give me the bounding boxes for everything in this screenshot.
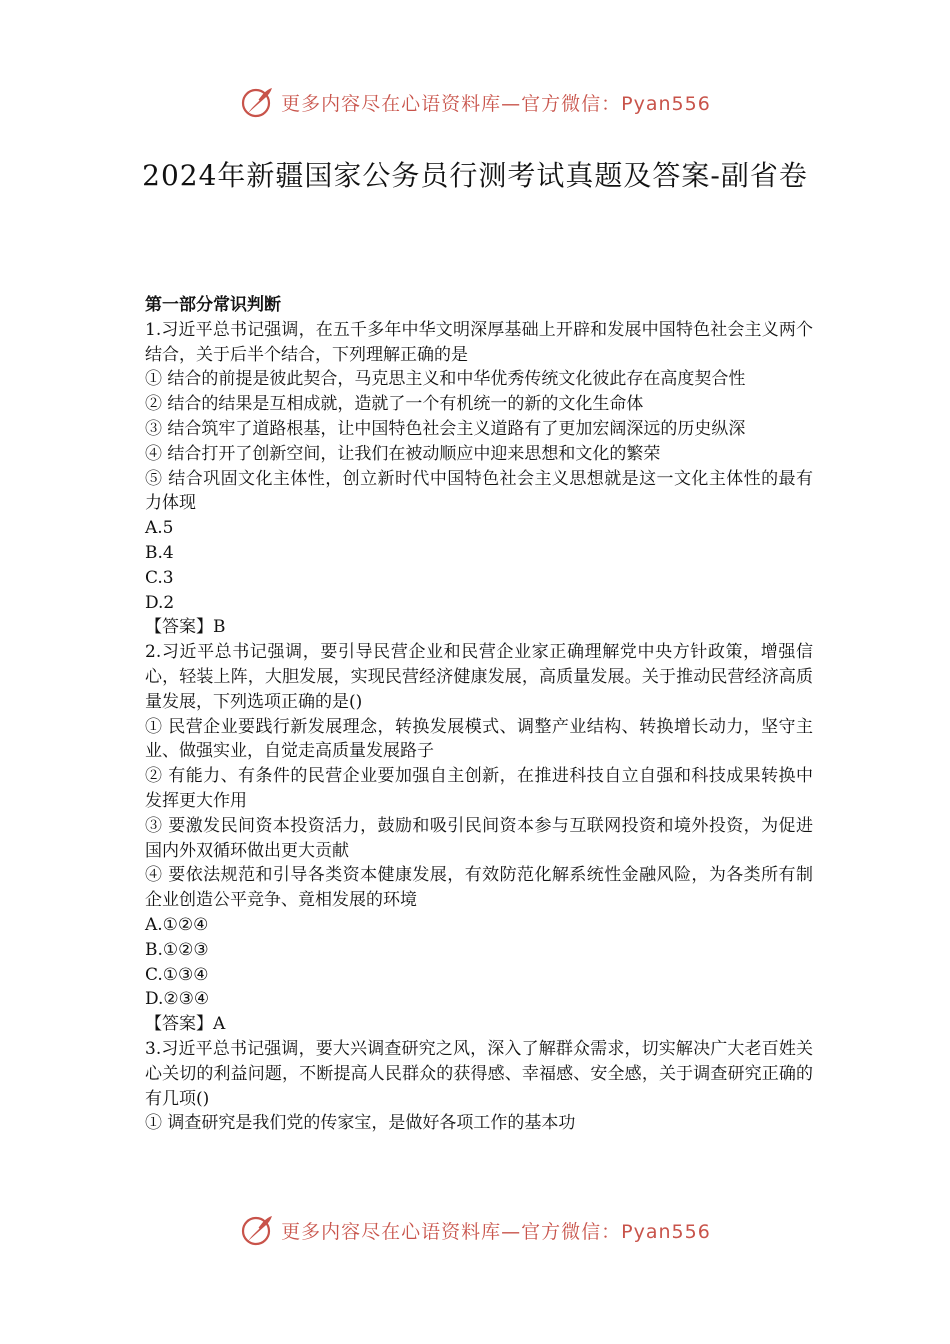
question-stem: 2.习近平总书记强调，要引导民营企业和民营企业家正确理解党中央方针政策，增强信心，轻装上阵，大胆发展，实现民营经济健康发展，高质量发展。关于推动民营经济高质量发展，下列选项正确的是() [145,642,813,712]
answer-option: C.①③④ [145,964,209,985]
answer-option: A.5 [145,518,174,539]
answer-option: B.①②③ [145,939,209,960]
answer-option: D.②③④ [145,989,210,1010]
question-statement: ③ 要激发民间资本投资活力，鼓励和吸引民间资本参与互联网投资和境外投资，为促进国内外双循环做出更大贡献 [145,815,813,861]
question-statement: ④ 要依法规范和引导各类资本健康发展，有效防范化解系统性金融风险，为各类所有制企业创造公平竞争、竟相发展的环境 [145,865,813,911]
document-title: 2024年新疆国家公务员行测考试真题及答案-副省卷 [142,159,808,192]
question-statement: ② 结合的结果是互相成就，造就了一个有机统一的新的文化生命体 [145,394,644,415]
question-statement: ④ 结合打开了创新空间，让我们在被动顺应中迎来思想和文化的繁荣 [145,443,661,464]
question-statement: ③ 结合筑牢了道路根基，让中国特色社会主义道路有了更加宏阔深远的历史纵深 [145,418,746,439]
answer-option: A.①②④ [145,914,209,935]
document-body [145,293,813,1136]
header-banner [0,80,950,124]
question-statement: ⑤ 结合巩固文化主体性，创立新时代中国特色社会主义思想就是这一文化主体性的最有力体现 [145,468,813,514]
answer-option: D.2 [145,592,175,613]
answer-key: 【答案】A [145,1014,226,1035]
banner-text: 更多内容尽在心语资料库—官方微信：Pyan556 [281,92,711,115]
question-stem: 3.习近平总书记强调，要大兴调查研究之风，深入了解群众需求，切实解决广大老百姓关心关切的利益问题，不断提高人民群众的获得感、幸福感、安全感，关于调查研究正确的有几项() [145,1038,813,1109]
answer-key: 【答案】B [145,617,226,638]
footer-banner [0,1208,950,1252]
answer-option: C.3 [145,567,174,588]
question-statement: ① 民营企业要践行新发展理念，转换发展模式、调整产业结构、转换增长动力，坚守主业、做强实业，自觉走高质量发展路子 [145,716,813,762]
section-heading: 第一部分常识判断 [145,295,281,315]
question-statement: ① 调查研究是我们党的传家宝，是做好各项工作的基本功 [145,1113,576,1134]
quill-logo-icon [239,1212,275,1248]
question-statement: ② 有能力、有条件的民营企业要加强自主创新，在推进科技自立自强和科技成果转换中发挥更大作用 [145,766,813,811]
quill-logo-icon [239,84,275,120]
question-statement: ① 结合的前提是彼此契合，马克思主义和中华优秀传统文化彼此存在高度契合性 [145,369,746,390]
question-stem: 1.习近平总书记强调，在五千多年中华文明深厚基础上开辟和发展中国特色社会主义两个结合，关于后半个结合，下列理解正确的是 [145,319,813,365]
banner-text: 更多内容尽在心语资料库—官方微信：Pyan556 [281,1220,711,1243]
answer-option: B.4 [145,542,174,563]
